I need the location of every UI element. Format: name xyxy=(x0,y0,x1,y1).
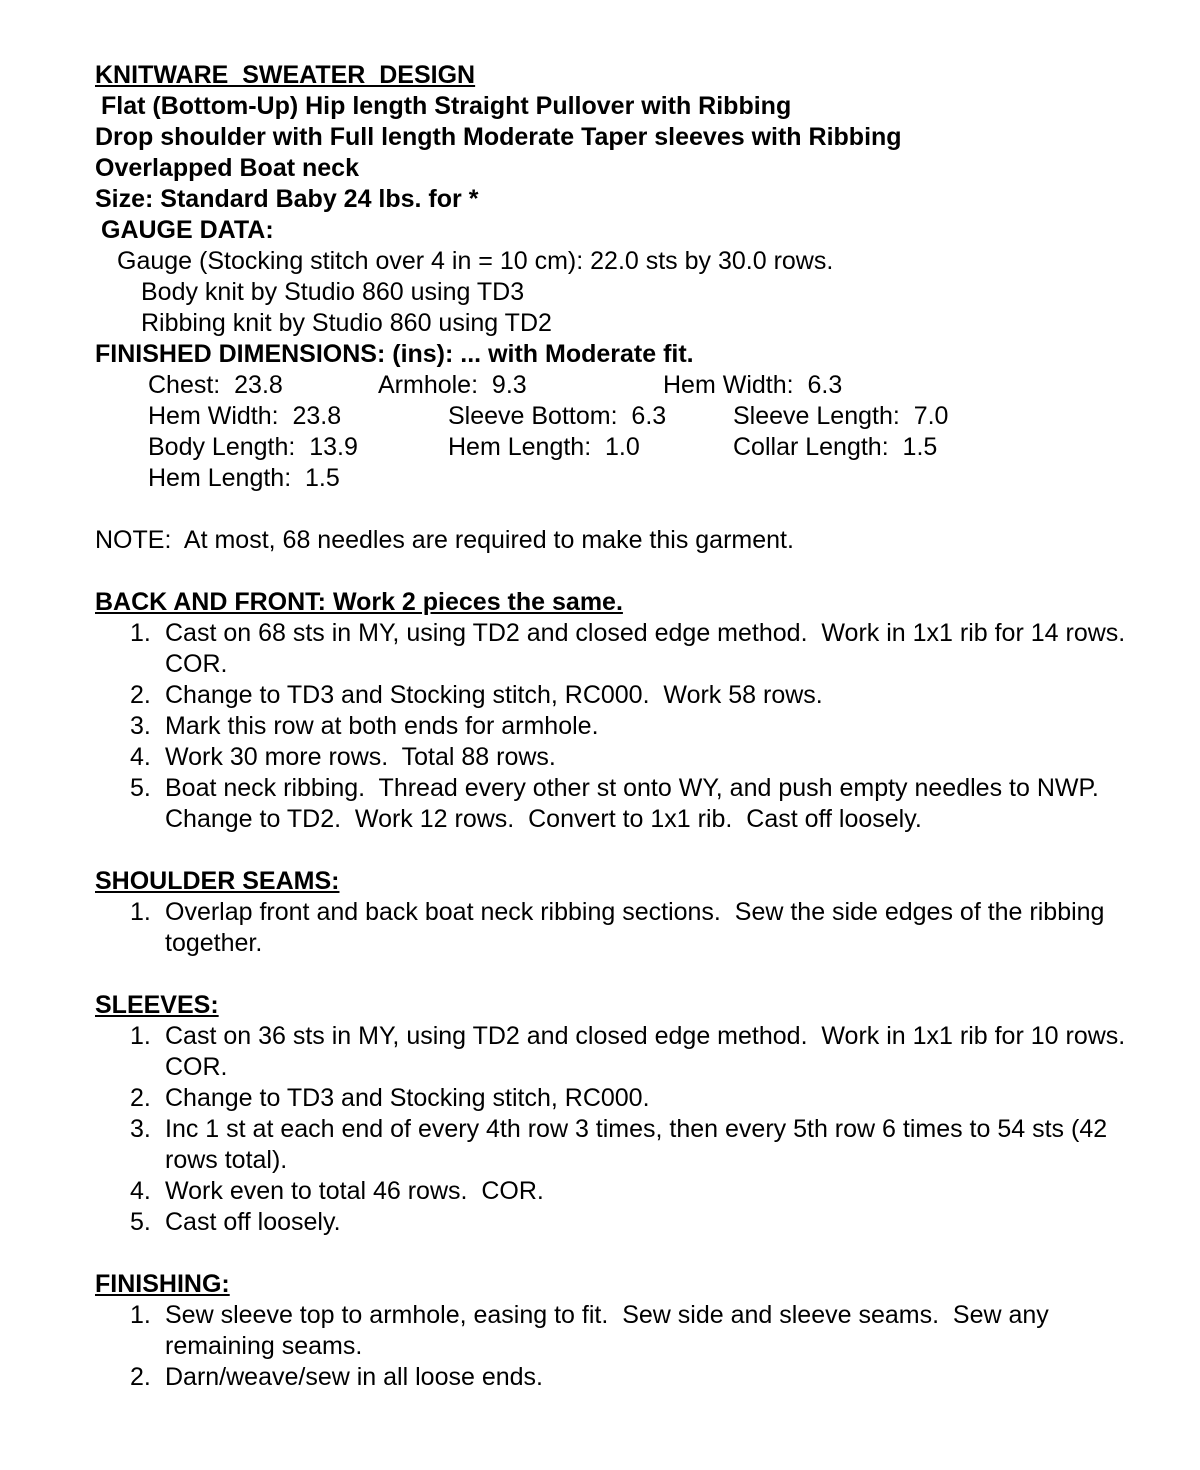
dimension-sleeve-hem-width: Hem Width: 6.3 xyxy=(663,371,843,399)
list-item xyxy=(95,773,1155,835)
section-finishing xyxy=(95,1269,1155,1393)
step-number: 1. xyxy=(130,1022,151,1050)
step-number: 4. xyxy=(130,743,151,771)
list-item xyxy=(95,1083,1155,1114)
dimension-chest: Chest: 23.8 xyxy=(148,371,283,399)
dimensions-row xyxy=(95,370,1155,401)
step-text: Inc 1 st at each end of every 4th row 3 times, then every 5th row 6 times to 54 sts (42 rows total). xyxy=(165,1115,1115,1174)
list-item xyxy=(95,618,1155,680)
dimension-body-length: Body Length: 13.9 xyxy=(148,433,358,461)
list-item xyxy=(95,1207,1155,1238)
section-title: FINISHING: xyxy=(95,1270,230,1298)
step-number: 1. xyxy=(130,1301,151,1329)
garment-description: Flat (Bottom-Up) Hip length Straight Pullover with Ribbing xyxy=(101,92,792,120)
list-item xyxy=(95,1362,1155,1393)
dimensions-title: FINISHED DIMENSIONS: (ins): ... with Moderate fit. xyxy=(95,340,694,368)
list-item xyxy=(95,1021,1155,1083)
dimension-sleeve-length: Sleeve Length: 7.0 xyxy=(733,402,949,430)
dimensions-row xyxy=(95,401,1155,432)
step-number: 3. xyxy=(130,1115,151,1143)
body-knit-line: Body knit by Studio 860 using TD3 xyxy=(141,278,525,306)
gauge-line: Gauge (Stocking stitch over 4 in = 10 cm): 22.0 sts by 30.0 rows. xyxy=(117,247,834,275)
sleeve-description: Drop shoulder with Full length Moderate Taper sleeves with Ribbing xyxy=(95,123,902,151)
step-number: 2. xyxy=(130,681,151,709)
dimension-sleeve-bottom: Sleeve Bottom: 6.3 xyxy=(448,402,667,430)
step-number: 1. xyxy=(130,619,151,647)
list-item xyxy=(95,1300,1155,1362)
section-shoulder-seams xyxy=(95,866,1155,959)
note: NOTE: At most, 68 needles are required to make this garment. xyxy=(95,526,794,554)
step-number: 2. xyxy=(130,1084,151,1112)
step-text: Cast on 68 sts in MY, using TD2 and closed edge method. Work in 1x1 rib for 14 rows. COR. xyxy=(165,619,1140,678)
dimension-body-hem-length: Hem Length: 1.5 xyxy=(148,464,340,492)
step-text: Mark this row at both ends for armhole. xyxy=(165,712,599,740)
dimension-armhole: Armhole: 9.3 xyxy=(378,371,527,399)
step-text: Boat neck ribbing. Thread every other st onto WY, and push empty needles to NWP. Change to TD2. Work 12 rows. Convert to 1x1 rib. Cast off loosely. xyxy=(165,774,1113,833)
gauge-section xyxy=(95,215,1155,339)
step-number: 1. xyxy=(130,898,151,926)
section-back-and-front xyxy=(95,587,1155,835)
step-text: Cast off loosely. xyxy=(165,1208,341,1236)
dimensions-section xyxy=(95,339,1155,494)
list-item xyxy=(95,897,1155,959)
section-title: BACK AND FRONT: Work 2 pieces the same. xyxy=(95,588,623,616)
ribbing-knit-line: Ribbing knit by Studio 860 using TD2 xyxy=(141,309,552,337)
section-title: SHOULDER SEAMS: xyxy=(95,867,340,895)
step-number: 3. xyxy=(130,712,151,740)
step-text: Change to TD3 and Stocking stitch, RC000. Work 58 rows. xyxy=(165,681,823,709)
step-number: 5. xyxy=(130,1208,151,1236)
document-title: KNITWARE SWEATER DESIGN xyxy=(95,61,476,89)
step-text: Work even to total 46 rows. COR. xyxy=(165,1177,544,1205)
dimensions-row xyxy=(95,432,1155,463)
step-number: 5. xyxy=(130,774,151,802)
step-text: Work 30 more rows. Total 88 rows. xyxy=(165,743,556,771)
step-text: Cast on 36 sts in MY, using TD2 and closed edge method. Work in 1x1 rib for 10 rows. COR. xyxy=(165,1022,1140,1081)
step-text: Change to TD3 and Stocking stitch, RC000. xyxy=(165,1084,650,1112)
section-title: SLEEVES: xyxy=(95,991,219,1019)
list-item xyxy=(95,1114,1155,1176)
step-text: Sew sleeve top to armhole, easing to fit. Sew side and sleeve seams. Sew any remaining seams. xyxy=(165,1301,1056,1360)
gauge-title: GAUGE DATA: xyxy=(101,216,274,244)
size-line: Size: Standard Baby 24 lbs. for * xyxy=(95,185,479,213)
pattern-document xyxy=(95,60,1155,1393)
dimension-hem-width: Hem Width: 23.8 xyxy=(148,402,342,430)
list-item xyxy=(95,1176,1155,1207)
dimensions-row xyxy=(95,463,1155,494)
step-text: Overlap front and back boat neck ribbing sections. Sew the side edges of the ribbing together. xyxy=(165,898,1112,957)
step-text: Darn/weave/sew in all loose ends. xyxy=(165,1363,543,1391)
list-item xyxy=(95,742,1155,773)
step-number: 2. xyxy=(130,1363,151,1391)
list-item xyxy=(95,680,1155,711)
step-number: 4. xyxy=(130,1177,151,1205)
dimension-collar-length: Collar Length: 1.5 xyxy=(733,433,938,461)
pattern-header xyxy=(95,60,1155,215)
list-item xyxy=(95,711,1155,742)
dimension-sleeve-hem-length: Hem Length: 1.0 xyxy=(448,433,640,461)
neck-description: Overlapped Boat neck xyxy=(95,154,359,182)
section-sleeves xyxy=(95,990,1155,1238)
